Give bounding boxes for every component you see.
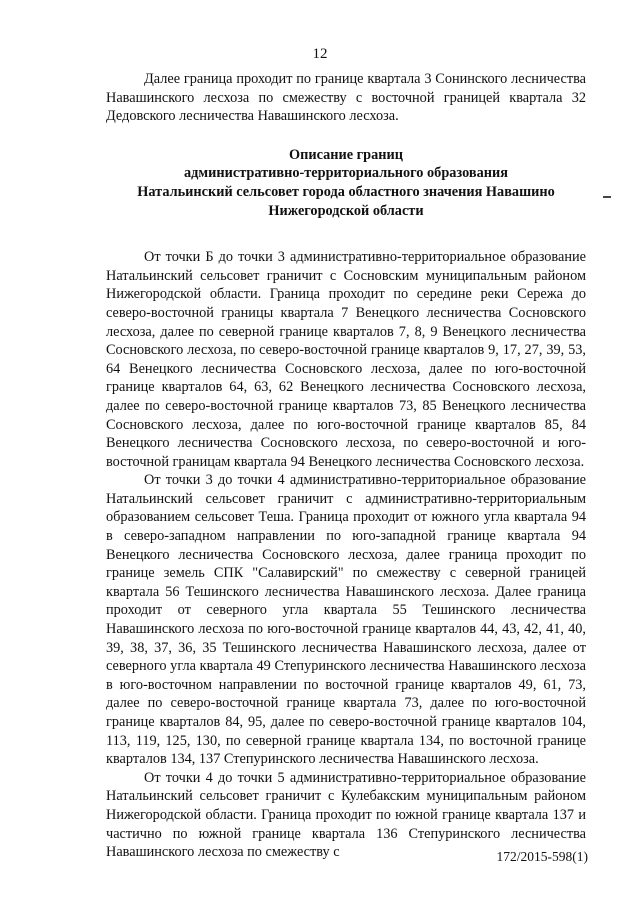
- document-body: [106, 70, 586, 862]
- heading-line-1: Описание границ: [289, 146, 403, 163]
- heading-line-2: административно-территориального образования: [184, 165, 508, 182]
- heading-line-4: Нижегородской области: [268, 202, 424, 219]
- paragraph-b-to-3: От точки Б до точки 3 административно-территориальное образование Натальинский сельсовет граничит с Сосновским муниципальным районом Нижегородской области. Граница проходит по середине реки Сережа до северо-восточной границы квартала 7 Венецкого лесничества Сосновского лесхоза, далее по северной границе кварталов 7, 8, 9 Венецкого лесничества Сосновского лесхоза, по северо-восточной границе кварталов 9, 17, 27, 39, 53, 64 Венецкого лесничества Сосновского лесхоза, далее по юго-восточной границе кварталов 64, 63, 62 Венецкого лесничества Сосновского лесхоза, далее по северо-восточной границе кварталов 73, 85 Венецкого лесничества Сосновского лесхоза, далее по юго-восточной границе кварталов 85, 84 Венецкого лесничества Сосновского лесхоза, по северо-восточной и юго-восточной границам квартала 94 Венецкого лесничества Сосновского лесхоза.: [106, 249, 586, 470]
- document-code: 172/2015-598(1): [496, 849, 588, 864]
- intro-paragraph: Далее граница проходит по границе квартала 3 Сонинского лесничества Навашинского лесхоза по смежеству с восточной границей квартала 32 Дедовского лесничества Навашинского лесхоза.: [106, 71, 586, 125]
- paragraph-4-to-5: От точки 4 до точки 5 административно-территориальное образование Натальинский сельсовет граничит с Кулебакским муниципальным районом Нижегородской области. Граница проходит по южной границе квартала 137 и частично по южной границе квартала 136 Степуринского лесничества Навашинского лесхоза по смежеству с: [106, 769, 586, 861]
- page-number: 12: [312, 46, 328, 62]
- paragraph-3-to-4: От точки 3 до точки 4 административно-территориальное образование Натальинский сельсовет граничит с административно-территориальным образованием сельсовет Теша. Граница проходит от южного угла квартала 94 в северо-западном направлении по юго-западной границе квартала 94 Венецкого лесничества Сосновского лесхоза, далее граница проходит по границе земель СПК "Салавирский" по смежеству с северной границей квартала 56 Тешинского лесничества Навашинского лесхоза. Далее граница проходит от северного угла квартала 55 Тешинского лесничества Навашинского лесхоза по юго-восточной границе кварталов 44, 43, 42, 41, 40, 39, 38, 37, 36, 35 Тешинского лесничества Навашинского лесхоза, далее от северного угла квартала 49 Степуринского лесничества Навашинского лесхоза в юго-восточном направлении по восточной границе кварталов 49, 61, 73, далее по северо-восточной границе квартала 73, далее по юго-восточной границе кварталов 84, 95, далее по северо-восточной границе кварталов 104, 113, 119, 125, 130, по северной границе квартала 134, по восточной границе кварталов 134, 137 Степуринского лесничества Навашинского лесхоза.: [106, 472, 586, 768]
- margin-dash-mark: [603, 196, 611, 198]
- heading-line-3: Натальинский сельсовет города областного значения Навашино: [137, 183, 555, 200]
- section-heading: [106, 146, 586, 220]
